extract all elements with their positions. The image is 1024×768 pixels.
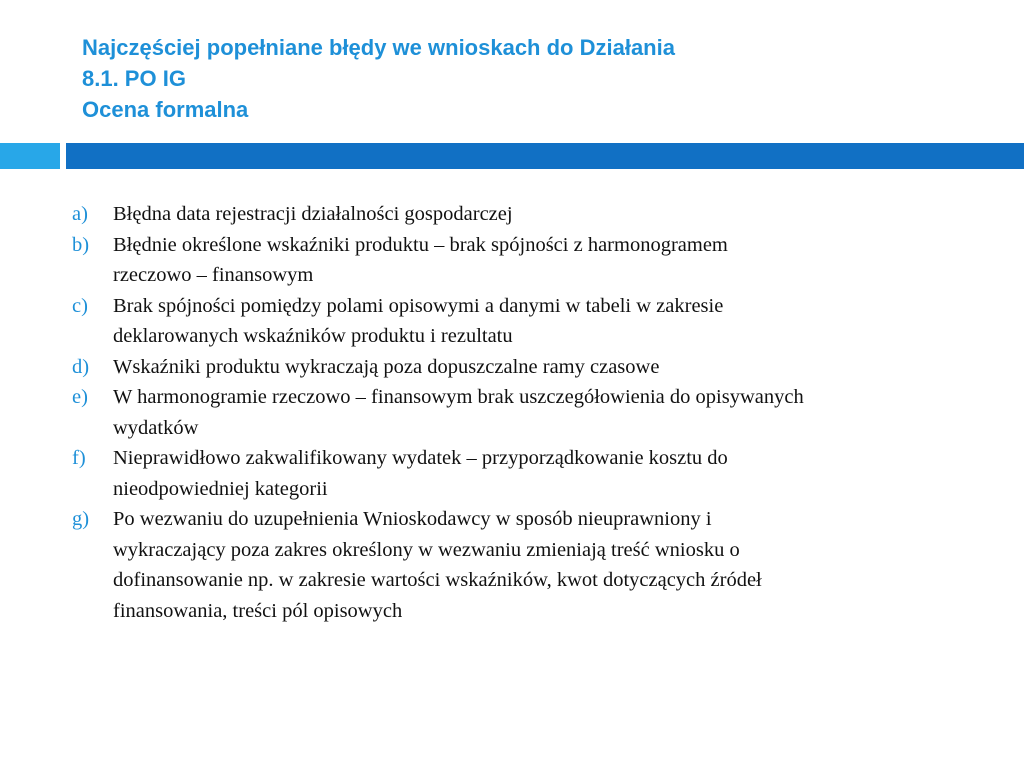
slide-title-line-1: Najczęściej popełniane błędy we wnioskach do Działania: [82, 35, 675, 60]
list-item-text: rzeczowo – finansowym: [113, 264, 314, 286]
slide-title-line-2: 8.1. PO IG: [82, 66, 186, 91]
list-item-b: [0, 230, 1024, 291]
list-marker: f): [72, 447, 86, 469]
list-marker: b): [72, 233, 90, 256]
list-item-text: Brak spójności pomiędzy polami opisowymi a danymi w tabeli w zakresie: [113, 294, 724, 317]
list-item-text: nieodpowiedniej kategorii: [113, 477, 328, 500]
list-item-text: wydatków: [113, 416, 199, 439]
list-item-text: Nieprawidłowo zakwalifikowany wydatek – przyporządkowanie kosztu do: [113, 447, 728, 469]
list-marker: g): [72, 508, 90, 530]
list-marker: d): [72, 355, 90, 378]
list-item-g: [0, 504, 1024, 626]
list-item-text: wykraczający poza zakres określony w wezwaniu zmieniają treść wniosku o: [113, 538, 740, 561]
list-marker: c): [72, 294, 88, 317]
list-item-e: [0, 382, 1024, 443]
list-marker: e): [72, 386, 88, 408]
list-item-text: deklarowanych wskaźników produktu i rezultatu: [113, 325, 513, 347]
decorative-bar-right: [66, 143, 1024, 169]
slide-title-line-3: Ocena formalna: [82, 97, 249, 122]
list-item-text: Błędnie określone wskaźniki produktu – brak spójności z harmonogramem: [113, 233, 728, 256]
list-item-c: [0, 291, 1024, 352]
list-item-text: Błędna data rejestracji działalności gospodarczej: [113, 203, 513, 225]
list-item-text: Po wezwaniu do uzupełnienia Wnioskodawcy w sposób nieuprawniony i: [113, 508, 712, 530]
list-item-text: finansowania, treści pól opisowych: [113, 599, 403, 622]
list-item-d: [0, 352, 1024, 383]
list-item-a: [0, 199, 1024, 230]
list-item-text: Wskaźniki produktu wykraczają poza dopuszczalne ramy czasowe: [113, 355, 660, 378]
decorative-bar-left: [0, 143, 60, 169]
list-item-text: dofinansowanie np. w zakresie wartości wskaźników, kwot dotyczących źródeł: [113, 569, 762, 591]
slide-title: [82, 32, 982, 125]
list-item-text: W harmonogramie rzeczowo – finansowym brak uszczegółowienia do opisywanych: [113, 386, 804, 408]
error-list: [0, 199, 1024, 626]
list-item-f: [0, 443, 1024, 504]
list-marker: a): [72, 203, 88, 225]
